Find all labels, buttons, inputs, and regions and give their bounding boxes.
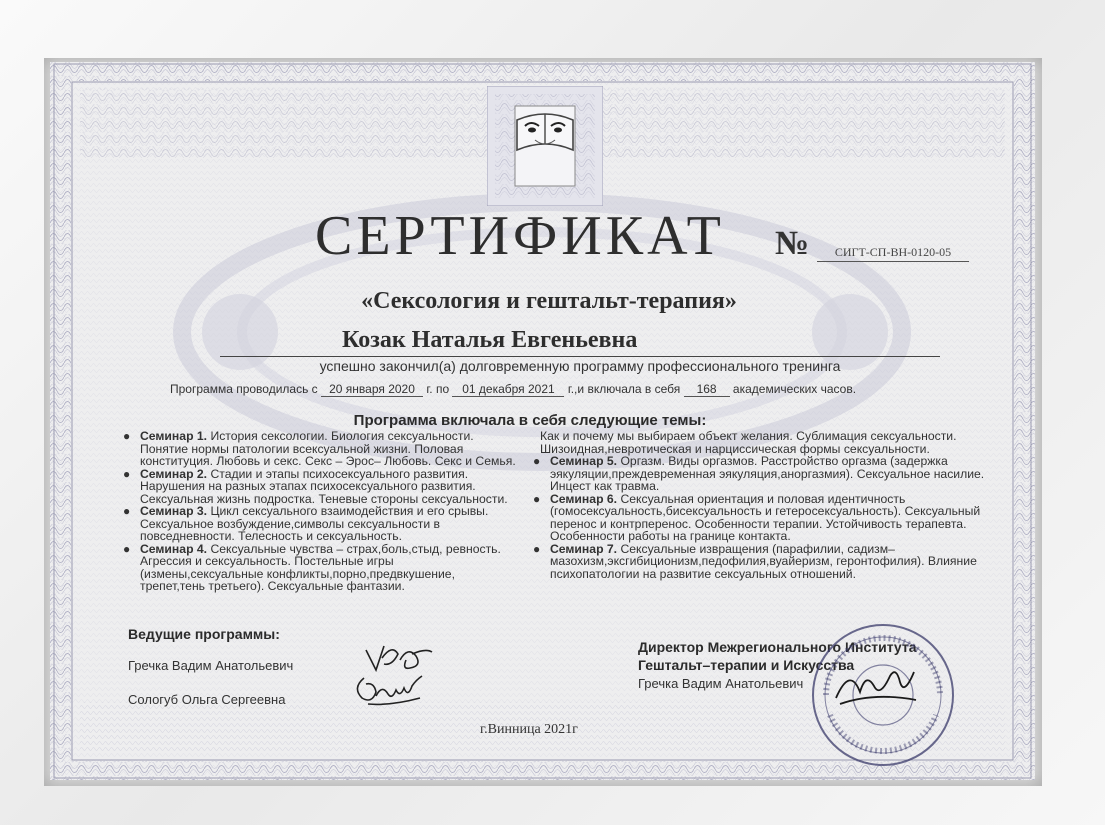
seminar-item: ● Семинар 4. Сексуальные чувства – страх,боль,стыд, ревность. Агрессия и сексуальность. Постельные игры (измены,сексуальные конфликты,порно,предвкушение, трепет,тень третьего). Сексуальные фантазии. — [123, 541, 501, 593]
seminar-text: Цикл сексуального взаимодействия и его срывы. Сексуальное возбуждение,символы сексуальности в повседневности. Телесность и сексуальность. — [140, 504, 489, 543]
certificate-content — [50, 62, 1035, 780]
hours-label: академических часов. — [732, 382, 857, 396]
seminar-item: ● Семинар 7. Сексуальные извращения (парафилии, садизм–мазохизм,эксгибиционизм,педофилия,вуайеризм, геронтофилия). Влияние психопатологии на развитие сексуальных отношений. — [533, 541, 977, 581]
start-date: 20 января 2020 — [321, 382, 423, 397]
recipient-name: Козак Наталья Евгеньевна — [342, 327, 638, 353]
program-dates — [170, 382, 950, 397]
seminar-label: Семинар 7. — [550, 541, 618, 556]
seminar-label: Семинар 3. — [140, 504, 208, 518]
seminars-left-column — [118, 430, 518, 593]
seminar-item: ● Семинар 6. Сексуальная ориентация и половая идентичность (гомосексуальность,бисексуальность и гетеросексуальность). Сексуальный перенос и контрперенос. Особенности терапии. Устойчивость терапевта. Особенности работы на границе контакта. — [533, 491, 981, 543]
end-date: 01 декабря 2021 — [452, 382, 564, 397]
seminar-item: ● Семинар 1. История сексологии. Биология сексуальности. Понятие нормы патологии всексуальной жизни. Половая конституция. Любовь и секс. Секс – Эрос– Любовь. Секс и Семья. — [123, 429, 516, 468]
seminars-right-column — [528, 430, 988, 580]
course-title: «Сексология и гештальт-терапия» — [361, 288, 737, 314]
seminar-item: ● Семинар 2. Стадии и этапы психосексуального развития. Нарушения на разных этапах психосексуального развития. Сексуальная жизнь подростка. Теневые стороны сексуальности. — [123, 466, 508, 506]
certificate-number: СИГТ-СП-ВН-0120-05 — [817, 245, 969, 262]
dates-prefix: Программа проводилась с — [170, 382, 318, 396]
director-title-line: Директор Межрегионального Института — [638, 639, 917, 655]
director-name: Гречка Вадим Анатольевич — [638, 676, 804, 691]
topics-heading: Программа включала в себя следующие темы: — [353, 412, 707, 429]
seminar-text: Сексуальные извращения (парафилии, садизм–мазохизм,эксгибиционизм,педофилия,вуайеризм, геронтофилия). Влияние психопатологии на развитие сексуальных отношений. — [550, 541, 977, 581]
seminar-continuation: Как и почему мы выбираем объект желания. Сублимация сексуальности. Шизоидная,невротическая и нарциссическая формы сексуальности. — [540, 429, 957, 456]
seminar-label: Семинар 5. — [550, 454, 618, 468]
seminar-text: Сексуальные чувства – страх,боль,стыд, ревность. Агрессия и сексуальность. Постельные игры (измены,сексуальные конфликты,порно,предвкушение, трепет,тень третьего). Сексуальные фантазии. — [140, 541, 501, 593]
certificate-paper — [50, 62, 1035, 780]
seminar-text: Сексуальная ориентация и половая идентичность (гомосексуальность,бисексуальность и гетеросексуальность). Сексуальный перенос и контрперенос. Особенности терапии. Устойчивость терапевта. Особенности работы на границе контакта. — [550, 491, 981, 543]
director-title-line: Гештальт–терапии и Искусства — [638, 657, 855, 673]
leaders-heading: Ведущие программы: — [128, 626, 280, 642]
seminar-label: Семинар 2. — [140, 466, 208, 481]
seminar-label: Семинар 1. — [140, 429, 208, 443]
start-year-suffix: г. — [426, 382, 433, 396]
signature-icon — [830, 662, 920, 712]
end-year-suffix: г., — [567, 382, 578, 396]
book-eyes-logo-icon — [487, 86, 603, 206]
completion-statement: успешно закончил(а) долговременную программу профессионального тренинга — [319, 358, 841, 374]
recipient-underline — [220, 356, 940, 357]
seminar-label: Семинар 6. — [550, 491, 618, 506]
signature-icon — [350, 670, 430, 710]
leader-name: Гречка Вадим Анатольевич — [128, 658, 294, 673]
seminar-label: Семинар 4. — [140, 541, 208, 556]
seminar-text: История сексологии. Биология сексуальности. Понятие нормы патологии всексуальной жизни. Половая конституция. Любовь и секс. Секс – Эрос– Любовь. Секс и Семья. — [140, 429, 516, 468]
hours-count: 168 — [684, 382, 730, 397]
city-year: г.Винница 2021г — [480, 722, 578, 737]
leader-name: Сологуб Ольга Сергеевна — [128, 692, 286, 707]
dates-to: по — [435, 382, 450, 396]
seminar-text: Стадии и этапы психосексуального развития. Нарушения на разных этапах психосексуального развития. Сексуальная жизнь подростка. Теневые стороны сексуальности. — [140, 466, 508, 506]
seminar-item: ● Семинар 3. Цикл сексуального взаимодействия и его срывы. Сексуальное возбуждение,символы сексуальности в повседневности. Телесность и сексуальность. — [123, 504, 489, 543]
seminar-item: ● Семинар 5. Оргазм. Виды оргазмов. Расстройство оргазма (задержка эякуляции,преждевременная эякуляция,аноргазмия). Сексуальное насилие. Инцест как травма. — [533, 454, 985, 493]
certificate-title: СЕРТИФИКАТ — [315, 205, 725, 267]
seminar-text: Оргазм. Виды оргазмов. Расстройство оргазма (задержка эякуляции,преждевременная эякуляция,аноргазмия). Сексуальное насилие. Инцест как травма. — [550, 454, 985, 493]
number-sign: № — [775, 225, 810, 262]
dates-included: и включала в себя — [577, 382, 681, 396]
